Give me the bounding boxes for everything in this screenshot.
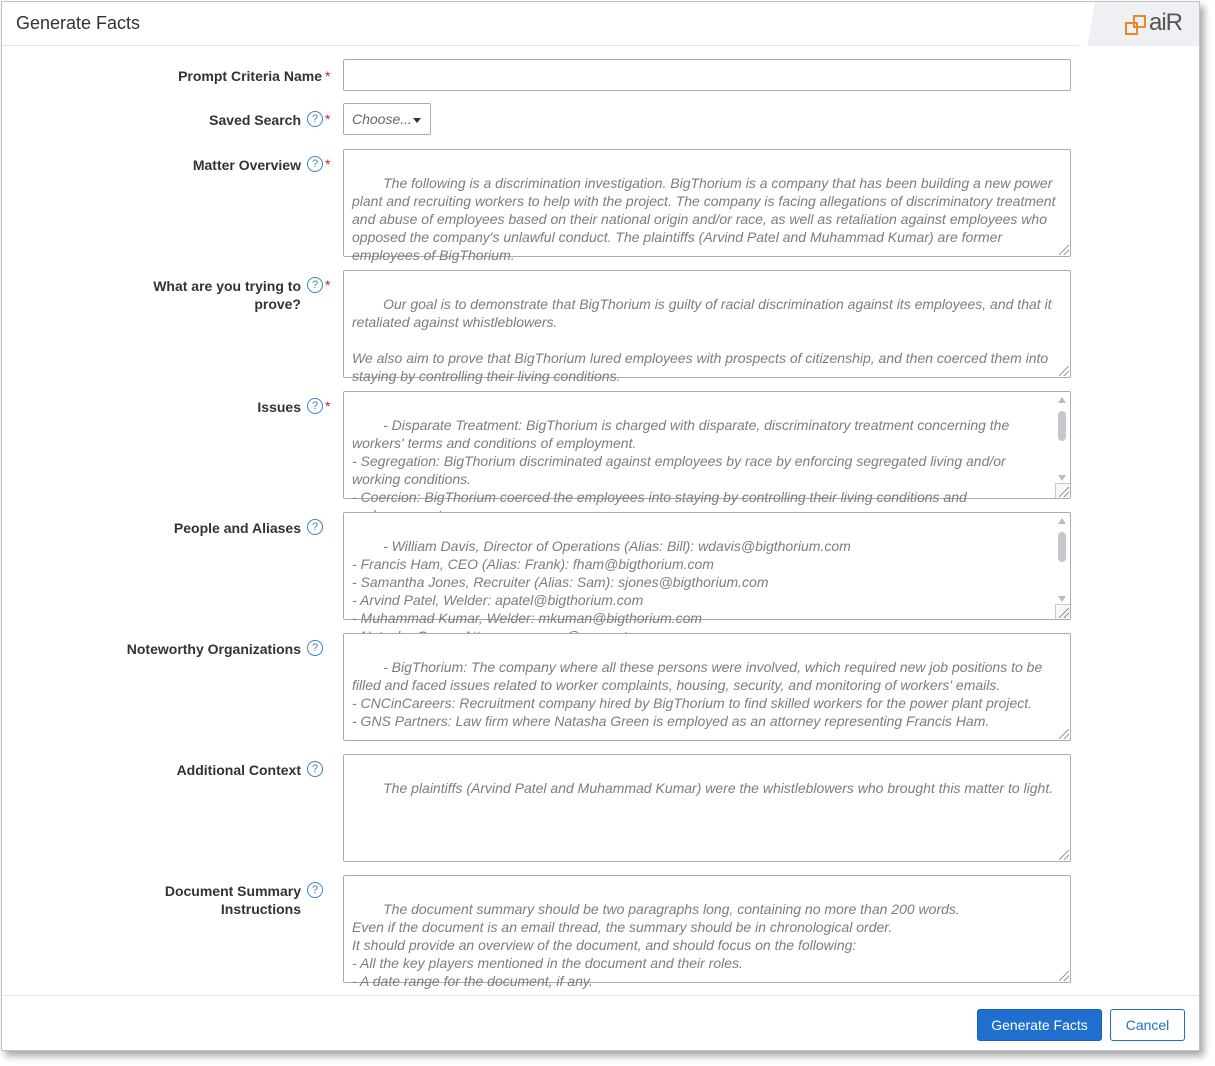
air-logo-text: aiR bbox=[1149, 9, 1183, 36]
people-aliases-text: - William Davis, Director of Operations (Alias: Bill): wdavis@bigthorium.com - Francis Ham, CEO (Alias: Frank): fham@bigthorium.com - Samantha Jones, Recruiter (Alias: Sam): sjones@bigthorium.com - Arvind Patel, Welder: apatel@bigthorium.com - Muhammad Kumar, Welder: mkuman@bigthorium.com bbox=[352, 538, 851, 626]
doc-summary-label-line1: Document Summary bbox=[164, 883, 301, 899]
vertical-scrollbar[interactable] bbox=[1056, 395, 1068, 483]
resize-grip-icon[interactable] bbox=[1059, 245, 1069, 255]
scroll-thumb[interactable] bbox=[1058, 411, 1066, 441]
trying-to-prove-label bbox=[81, 277, 301, 313]
generate-facts-button[interactable]: Generate Facts bbox=[977, 1009, 1102, 1041]
resize-grip-icon[interactable] bbox=[1059, 971, 1069, 981]
people-aliases-textarea[interactable] bbox=[343, 512, 1071, 626]
resize-grip-icon[interactable] bbox=[1055, 604, 1070, 619]
air-logo bbox=[1079, 2, 1199, 46]
air-logo-icon bbox=[1125, 14, 1147, 36]
doc-summary-label-line2: Instructions bbox=[220, 901, 301, 917]
help-icon[interactable]: ? bbox=[307, 761, 323, 777]
matter-overview-label: Matter Overview bbox=[192, 157, 301, 173]
matter-overview-textarea[interactable] bbox=[343, 149, 1071, 263]
noteworthy-orgs-text: - BigThorium: The company where all these persons were involved, which required new job positions to be filled and faced issues related to worker complaints, housing, security, and monitoring of workers' emails. - CNCinCareers: Recruitment company hired by BigThorium to find skilled workers for the power plant project. - GNS Partners: Law firm where Natasha Green is employed as an attorney representing Francis Ham. bbox=[352, 659, 1043, 729]
saved-search-dropdown[interactable] bbox=[343, 103, 431, 135]
dialog-footer bbox=[2, 995, 1199, 1051]
help-icon[interactable]: ? bbox=[307, 519, 323, 535]
scroll-down-icon[interactable] bbox=[1058, 475, 1066, 481]
trying-to-prove-label-line1: What are you trying to bbox=[153, 278, 301, 294]
resize-grip-icon[interactable] bbox=[1059, 729, 1069, 739]
help-icon[interactable]: ? bbox=[307, 156, 323, 172]
required-indicator: * bbox=[325, 156, 331, 172]
people-aliases-label: People and Aliases bbox=[173, 520, 301, 536]
noteworthy-orgs-label: Noteworthy Organizations bbox=[126, 641, 301, 657]
generate-facts-dialog bbox=[1, 1, 1200, 1051]
additional-context-textarea[interactable] bbox=[343, 754, 1071, 862]
cancel-button[interactable]: Cancel bbox=[1110, 1009, 1185, 1041]
trying-to-prove-text: Our goal is to demonstrate that BigThorium is guilty of racial discrimination against its employees, and that it retaliated against whistleblowers. We also aim to prove that BigThorium lured employees with prospects of citizenship, and then coerced them into staying by controlling their living conditions. bbox=[352, 296, 1052, 384]
help-icon[interactable]: ? bbox=[307, 882, 323, 898]
prompt-criteria-name-label: Prompt Criteria Name bbox=[178, 68, 322, 84]
dialog-title: Generate Facts bbox=[16, 13, 141, 33]
noteworthy-orgs-textarea[interactable] bbox=[343, 633, 1071, 741]
required-indicator: * bbox=[325, 68, 331, 84]
doc-summary-text: The document summary should be two paragraphs long, containing no more than 200 words. Even if the document is an email thread, the summary should be in chronological order. It should provide an overview of the document, and should focus on the following: - All the key players mentioned in the document and their roles. - A date range for the document, if any. bbox=[352, 901, 960, 989]
prompt-criteria-name-input[interactable] bbox=[343, 59, 1071, 91]
matter-overview-text: The following is a discrimination investigation. BigThorium is a company that has been building a new power plant and recruiting workers to help with the project. The company is facing allegations of discriminatory treatment and abuse of employees based on their national origin and/or race, as well as retaliation against employees who opposed the company's unlawful conduct. The plaintiffs (Arvind Patel and Muhammad Kumar) are former employees of BigThorium. bbox=[352, 175, 1060, 263]
caret-down-icon bbox=[413, 118, 421, 123]
issues-text: - Disparate Treatment: BigThorium is charged with disparate, discriminatory treatment concerning the workers' terms and conditions of employment. - Segregation: BigThorium discriminated against employees by race by enforcing segregated living and/or working conditions. - Coercion: BigThorium coerced the employees into staying by controlling their living conditions and bbox=[352, 417, 1010, 505]
resize-grip-icon[interactable] bbox=[1059, 366, 1069, 376]
required-indicator: * bbox=[325, 277, 331, 293]
additional-context-label: Additional Context bbox=[176, 762, 301, 778]
issues-textarea[interactable] bbox=[343, 391, 1071, 505]
form-body bbox=[2, 47, 1199, 995]
required-indicator: * bbox=[325, 398, 331, 414]
help-icon[interactable]: ? bbox=[307, 398, 323, 414]
help-icon[interactable]: ? bbox=[307, 640, 323, 656]
dialog-header bbox=[2, 2, 1199, 46]
resize-grip-icon[interactable] bbox=[1059, 850, 1069, 860]
saved-search-selected: Choose... bbox=[352, 111, 412, 127]
additional-context-text: The plaintiffs (Arvind Patel and Muhammad Kumar) were the whistleblowers who brought this matter to light. bbox=[383, 780, 1054, 796]
trying-to-prove-label-line2: prove? bbox=[254, 296, 301, 312]
resize-grip-icon[interactable] bbox=[1055, 483, 1070, 498]
required-indicator: * bbox=[325, 111, 331, 127]
help-icon[interactable]: ? bbox=[307, 277, 323, 293]
help-icon[interactable]: ? bbox=[307, 111, 323, 127]
scroll-thumb[interactable] bbox=[1058, 532, 1066, 562]
saved-search-label: Saved Search bbox=[209, 112, 301, 128]
trying-to-prove-textarea[interactable] bbox=[343, 270, 1071, 384]
issues-label: Issues bbox=[257, 399, 301, 415]
scroll-up-icon[interactable] bbox=[1058, 397, 1066, 403]
scroll-down-icon[interactable] bbox=[1058, 596, 1066, 602]
scroll-up-icon[interactable] bbox=[1058, 518, 1066, 524]
doc-summary-label bbox=[81, 882, 301, 918]
doc-summary-textarea[interactable] bbox=[343, 875, 1071, 989]
vertical-scrollbar[interactable] bbox=[1056, 516, 1068, 604]
